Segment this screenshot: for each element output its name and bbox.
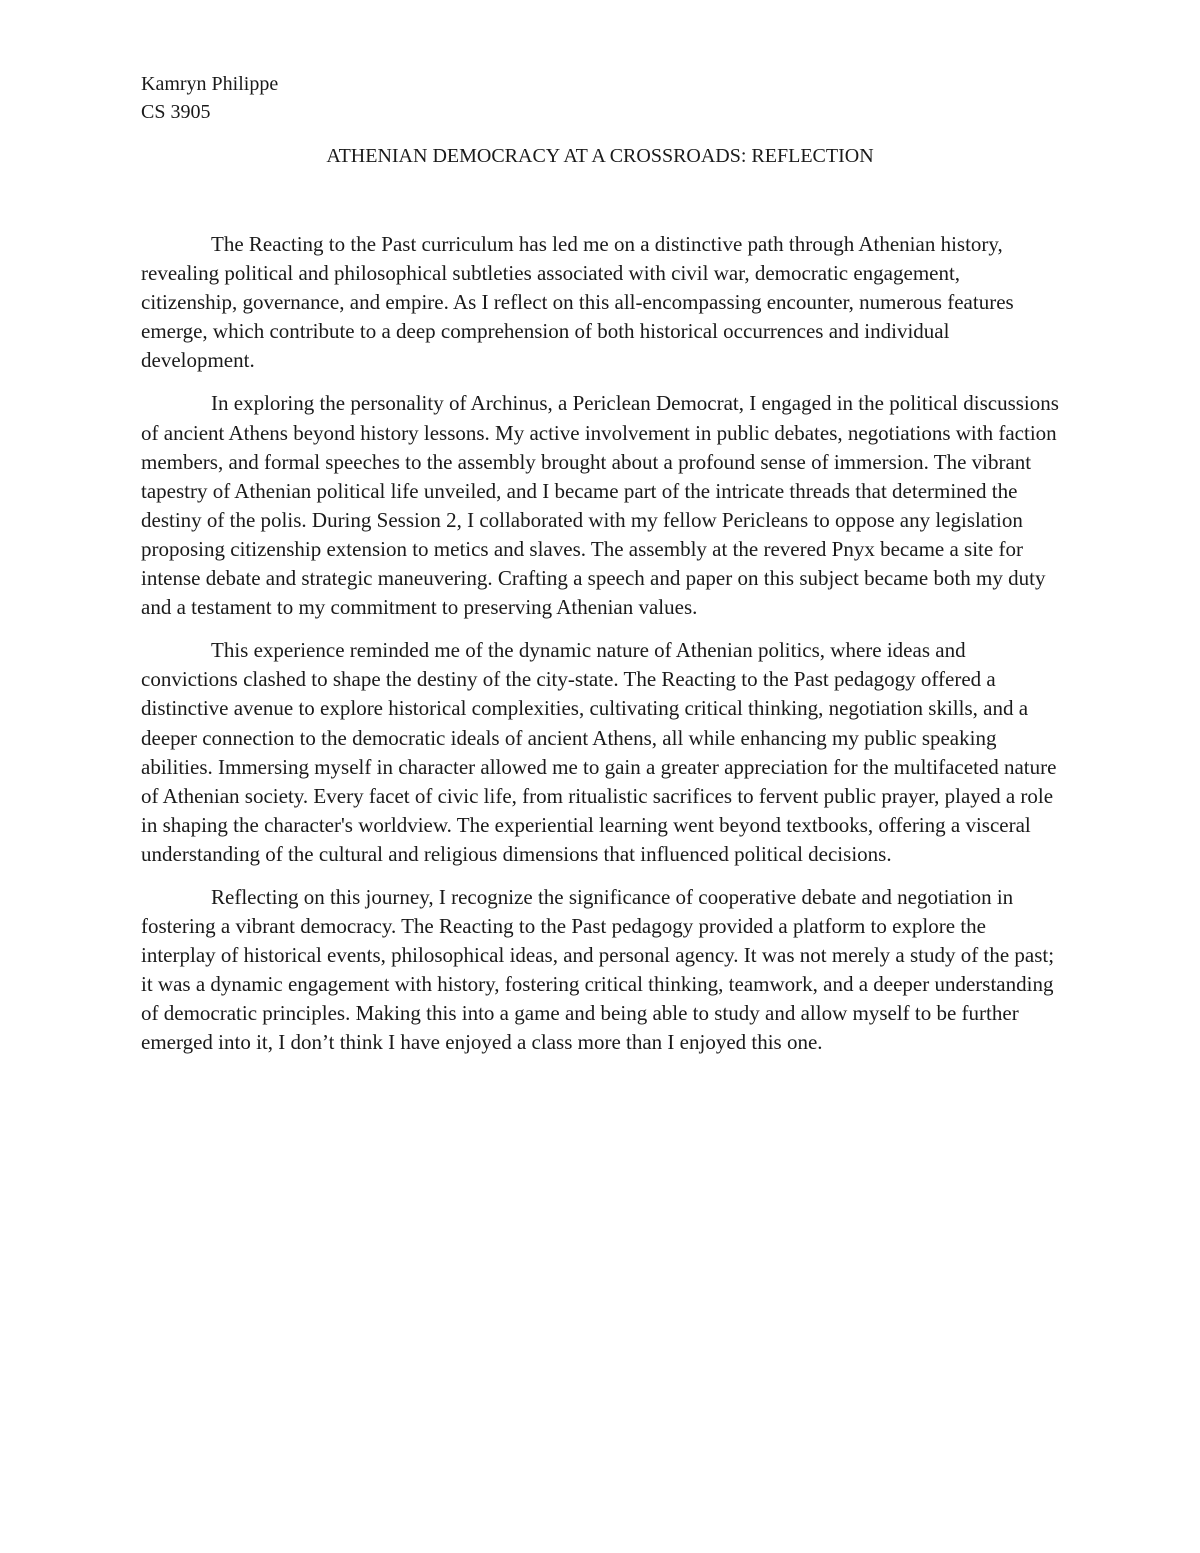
paragraph: In exploring the personality of Archinus, a Periclean Democrat, I engaged in the political discussions of ancient Athens beyond history lessons. My active involvement in public debates, negotiations with faction members, and formal speeches to the assembly brought about a profound sense of immersion. The vibrant tapestry of Athenian political life unveiled, and I became part of the intricate threads that determined the destiny of the polis. During Session 2, I collaborated with my fellow Pericleans to oppose any legislation proposing citizenship extension to metics and slaves. The assembly at the revered Pnyx became a site for intense debate and strategic maneuvering. Crafting a speech and paper on this subject became both my duty and a testament to my commitment to preserving Athenian values. <box>141 391 1059 620</box>
document-title: ATHENIAN DEMOCRACY AT A CROSSROADS: REFLECTION <box>326 145 874 167</box>
course-code: CS 3905 <box>141 101 211 123</box>
document-header <box>141 70 278 126</box>
document-body <box>141 230 1059 1072</box>
paragraph: This experience reminded me of the dynamic nature of Athenian politics, where ideas and convictions clashed to shape the destiny of the city-state. The Reacting to the Past pedagogy offered a distinctive avenue to explore historical complexities, cultivating critical thinking, negotiation skills, and a deeper connection to the democratic ideals of ancient Athens, all while enhancing my public speaking abilities. Immersing myself in character allowed me to gain a greater appreciation for the multifaceted nature of Athenian society. Every facet of civic life, from ritualistic sacrifices to fervent public prayer, played a role in shaping the character's worldview. The experiential learning went beyond textbooks, offering a visceral understanding of the cultural and religious dimensions that influenced political decisions. <box>141 638 1057 866</box>
paragraph: The Reacting to the Past curriculum has led me on a distinctive path through Athenian history, revealing political and philosophical subtleties associated with civil war, democratic engagement, citizenship, governance, and empire. As I reflect on this all-encompassing encounter, numerous features emerge, which contribute to a deep comprehension of both historical occurrences and individual development. <box>141 232 1014 373</box>
paragraph: Reflecting on this journey, I recognize the significance of cooperative debate and negotiation in fostering a vibrant democracy. The Reacting to the Past pedagogy provided a platform to explore the interplay of historical events, philosophical ideas, and personal agency. It was not merely a study of the past; it was a dynamic engagement with history, fostering critical thinking, teamwork, and a deeper understanding of democratic principles. Making this into a game and being able to study and allow myself to be further emerged into it, I don’t think I have enjoyed a class more than I enjoyed this one. <box>141 884 1055 1055</box>
author-name: Kamryn Philippe <box>141 73 279 95</box>
